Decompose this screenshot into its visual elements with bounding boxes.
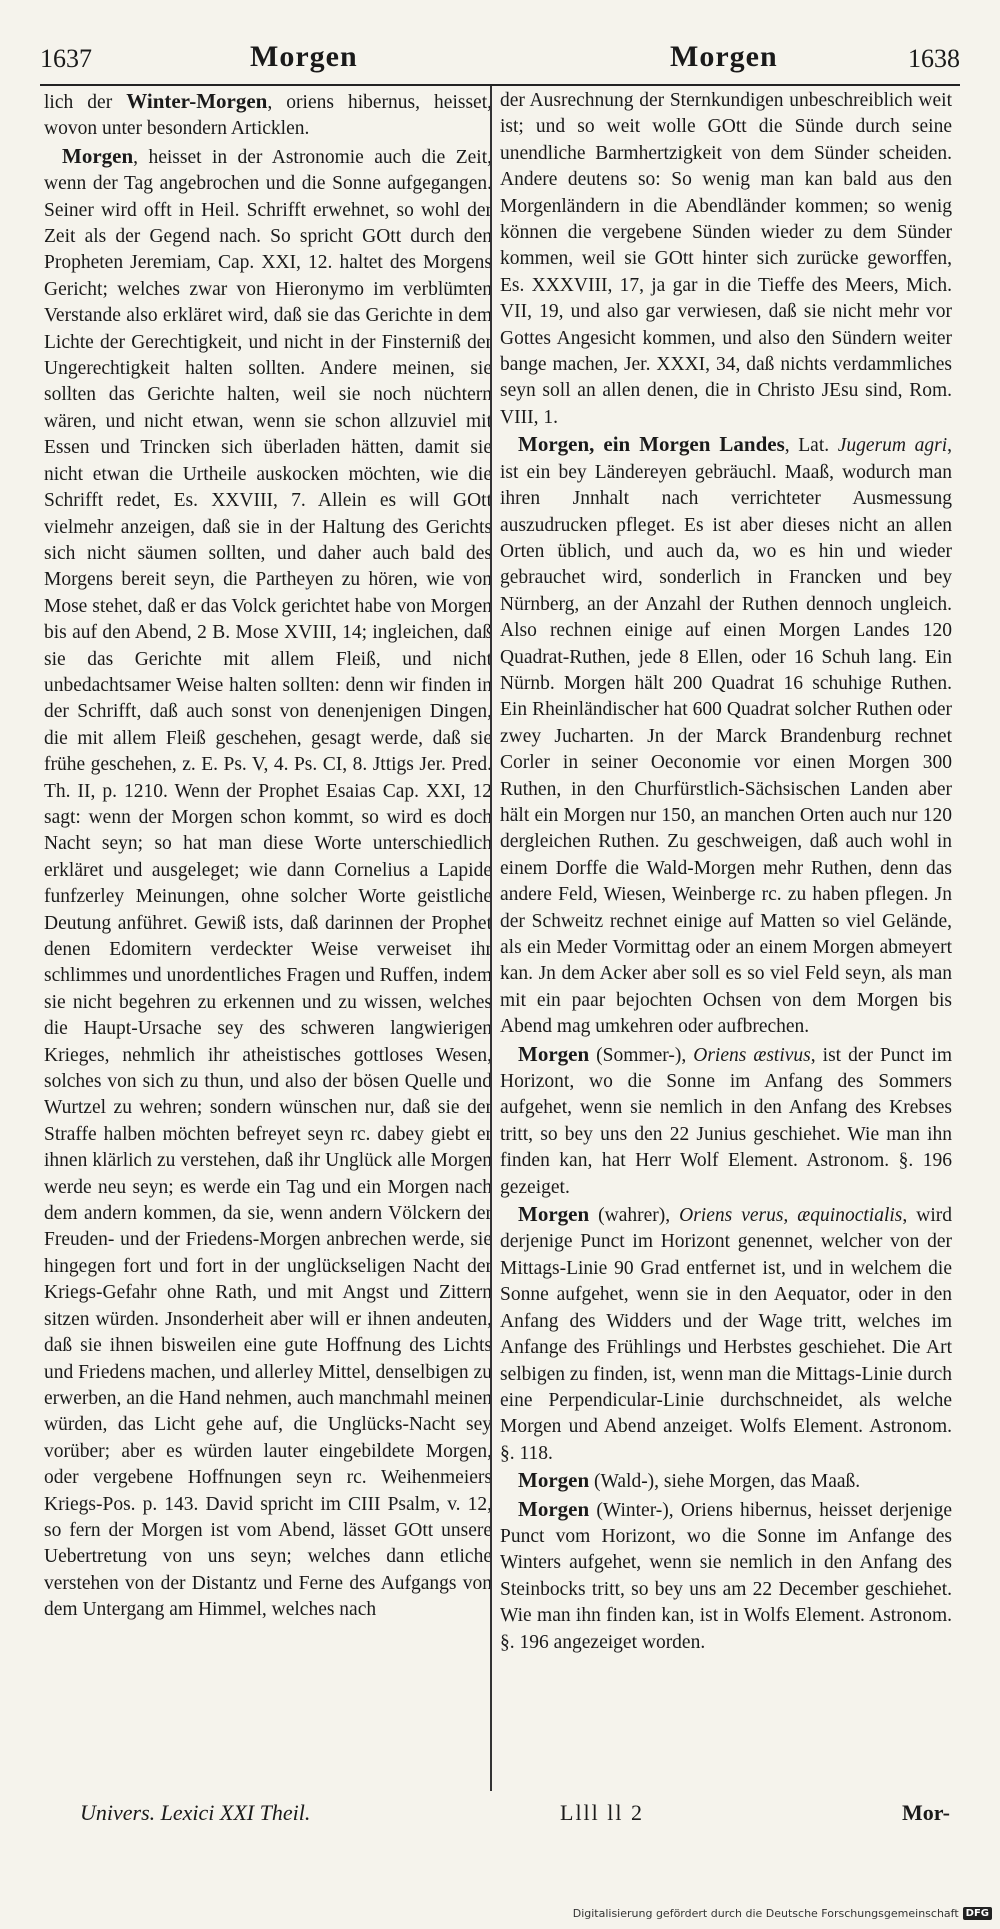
text-run: der Ausrechnung der Sternkundigen unbeschreiblich weit ist; und so weit wolle GOtt die Sünde durch seine unendliche Barmhertzigkeit von dem Sünder scheiden. Andere deutens so: So wenig man kan bald aus den Morgenländern in die Abendländer kommen; so wenig können die vergebene Sünden wieder zu dem Sünder kommen, weil sie GOtt hinter sich zurücke geworffen, Es. XXXVIII, 17, ja gar in die Tieffe des Meers, Mich. VII, 19, und also gar verwiesen, daß sie nicht mehr vor Gottes Angesicht kommen, und also den Sündern weiter bange machen, Jer. XXXI, 34, daß nichts verdammliches seyn soll an allen denen, die in Christo JEsu sind, Rom. VIII, 1.	[500, 90, 952, 428]
paragraph	[500, 431, 952, 1040]
paragraph	[44, 88, 492, 143]
text-run: Oriens verus, æquinoctialis	[679, 1205, 903, 1227]
running-headword-left: Morgen	[250, 40, 358, 73]
text-run: , wird derjenige Punct im Horizont genennet, welcher von der Mittags-Linie 90 Grad entfernet ist, und in welchem die Sonne aufgehet, wenn sie in den Aequator, oder in den Anfang des Widders und der Wage tritt, welches im Anfange des Frühlings und Herbstes geschiehet. Die Art selbigen zu finden, ist, wenn man die Mittags-Linie durch eine Perpendicular-Linie durchschneidet, als welche Morgen und Abend anzeiget. Wolfs Element. Astronom. §. 118.	[500, 1205, 952, 1464]
entry-headword: Morgen	[518, 1468, 590, 1493]
text-run: lich der	[44, 92, 127, 113]
text-run: (wahrer),	[589, 1205, 680, 1227]
page-header	[40, 40, 960, 80]
text-run: Jugerum agri	[837, 435, 948, 457]
entry-headword: Morgen	[518, 1041, 590, 1066]
entry-headword: Winter-Morgen	[126, 89, 268, 113]
paragraph	[500, 1467, 952, 1495]
digitization-credit	[573, 1902, 992, 1924]
text-run: , ist der Punct im Horizont, wo die Sonne im Anfang des Sommers aufgehet, wenn sie nemlich in den Anfang des Krebses tritt, so bey uns den 22 Junius geschiehet. Wie man ihn finden kan, hat Herr Wolf Element. Astronom. §. 196 gezeiget.	[500, 1044, 953, 1198]
signature-title: Univers. Lexici XXI Theil.	[80, 1800, 311, 1825]
paragraph	[500, 1496, 952, 1656]
text-run: (Winter-), Oriens hibernus, heisset derjenige Punct vom Horizont, wo die Sonne im Anfange des Winters aufgehet, wenn sie nemlich in den Anfang des Steinbocks tritt, so bey uns am 22 December geschiehet. Wie man ihn finden kan, ist in Wolfs Element. Astronom. §. 196 angezeiget worden.	[500, 1499, 952, 1653]
right-column	[500, 88, 952, 1656]
catchword: Mor-	[901, 1800, 950, 1825]
page-number-left: 1637	[40, 44, 92, 73]
running-headword-right: Morgen	[670, 40, 778, 73]
text-run: , ist ein bey Ländereyen gebräuchl. Maaß, wodurch man ihren Jnnhalt nach verrichteter Ausmessung auszudrucken pfleget. Es ist aber dieses nicht an allen Orten üblich, und auch da, wo es hin und wieder gebrauchet wird, sonderlich in Francken und bey Nürnberg, an der Anzahl der Ruthen dennoch ungleich. Also rechnen einige auf einen Morgen Landes 120 Quadrat-Ruthen, jede 8 Ellen, oder 16 Schuh lang. Ein Nürnb. Morgen hält 200 Quadrat 16 schuhige Ruthen. Ein Rheinländischer hat 600 Quadrat solcher Ruthen oder zwey Jucharten. Jn der Marck Brandenburg rechnet Corler in seiner Oeconomie vor einen Morgen 300 Ruthen, in den Churfürstlich-Sächsischen Landen aber hält ein Morgen nur 150, an manchen Orten auch nur 120 dergleichen Ruthen. Zu geschweigen, daß auch wohl in einem Dorffe die Wald-Morgen mehr Ruthen, denn das andere Feld, Wiesen, Weinberge rc. zu haben pflegen. Jn der Schweitz rechnet einige auf Matten so viel Gelände, als ein Meder Vormittag oder an einem Morgen abmeyert kan. Jn dem Acker aber soll es so viel Feld seyn, als man mit ein paar bejochten Ochsen von dem Morgen bis Abend mag umkehren oder aufbrechen.	[500, 435, 952, 1038]
text-run: , heisset in der Astronomie auch die Zeit, wenn der Tag angebrochen und die Sonne aufgegangen. Seiner wird offt in Heil. Schrifft erwehnet, so wohl der Zeit als der Gegend nach. So spricht GOtt durch den Propheten Jeremiam, Cap. XXI, 12. haltet des Morgens Gericht; welches zwar von Hieronymo im verblümten Verstande also erkläret wird, daß sie das Gerichte in dem Lichte der Gerechtigkeit, und nicht in der Finsterniß der Ungerechtigkeit halten sollten. Andere meinen, sie sollten das Gerichte halten, weil sie noch nüchtern wären, und nicht etwan, wenn sie schon allzuviel mit Essen und Trincken sich überladen hätten, damit sie nicht etwan die Urtheile auskocken möchten, wie die Schrifft redet, Es. XXVIII, 7. Allein es will GOtt vielmehr anzeigen, daß sie in der Haltung des Gerichts sich nicht säumen sollten, und daher auch bald des Morgens bereit seyn, die Partheyen zu hören, wie von Mose stehet, daß er das Volck gerichtet habe von Morgen bis auf den Abend, 2 B. Mose XVIII, 14; ingleichen, daß sie das Gerichte mit allem Fleiß, und nicht unbedachtsamer Weise halten sollten: denn wir finden in der Schrifft, daß auch sonst von denenjenigen Dingen, die mit allem Fleiß geschehen, gesagt werde, daß sie frühe geschehen, z. E. Ps. V, 4. Ps. CI, 8. Jttigs Jer. Pred. Th. II, p. 1210. Wenn der Prophet Esaias Cap. XXI, 12 sagt: wenn der Morgen schon kommt, so wird es doch Nacht seyn; so hat man diese Worte unterschiedlich erkläret und ausgeleget; wie dann Cornelius a Lapide funfzerley Meinungen, ohne solcher Worte geistliche Deutung anführet. Gewiß ists, daß darinnen der Prophet denen Edomitern verdeckter Weise verweiset ihr schlimmes und unordentliches Fragen und Ruffen, indem sie nicht begehren zu erkennen und zu wissen, welches die Haupt-Ursache sey des schweren langwierigen Krieges, nehmlich ihr atheistisches gottloses Wesen, solches von sich zu thun, und also der bösen Quelle und Wurtzel zu wehren; sondern wünschen nur, daß sie der Straffe halben möchten befreyet seyn rc. dabey giebt er ihnen klärlich zu verstehen, daß ihr Unglück alle Morgen werde neu seyn; es werde ein Tag und ein Morgen nach dem andern kommen, da sie, wenn andern Völckern der Freuden- und der Friedens-Morgen anbrechen werde, sie hingegen fort und fort in der unglückseligen Nacht der Kriegs-Gefahr ohne Rath, und mit Angst und Zittern sitzen würden. Jnsonderheit aber will er ihnen andeuten, daß sie ihnen bisweilen eine gute Hoffnung des Lichts und Friedens machen, und allerley Mittel, denselbigen zu erwerben, an die Hand nehmen, auch manchmahl meinen würden, das Licht gehe auf, die Unglücks-Nacht sey vorüber; aber es würden lauter eingebildete Morgen, oder vergebene Hoffnungen seyn rc. Weihenmeiers Kriegs-Pos. p. 143. David spricht im CIII Psalm, v. 12, so fern der Morgen ist vom Abend, lässet GOtt unsere Uebertretung von uns seyn; welches dann etliche verstehen von der Distantz und Ferne des Aufgangs von dem Untergang am Himmel, welches nach	[44, 146, 492, 1621]
left-column	[44, 88, 492, 1624]
credit-text: Digitalisierung gefördert durch die Deutsche Forschungsgemeinschaft	[572, 1906, 959, 1920]
text-run: (Sommer-),	[589, 1044, 694, 1066]
entry-headword: Morgen, ein Morgen Landes	[518, 432, 785, 457]
text-run: Oriens æstivus	[693, 1044, 811, 1066]
dfg-logo: DFG	[963, 1907, 992, 1920]
text-run: (Wald-), siehe Morgen, das Maaß.	[589, 1471, 861, 1493]
text-run: , oriens hibernus, heisset, wovon unter besondern Articklen.	[44, 92, 492, 140]
paragraph	[44, 143, 492, 1624]
entry-headword: Morgen	[518, 1202, 590, 1227]
page-footer	[40, 1800, 960, 1840]
text-run: , Lat.	[784, 435, 838, 457]
signature-mark: Llll ll 2	[560, 1800, 644, 1825]
column-divider	[490, 86, 492, 1791]
paragraph	[500, 1201, 952, 1467]
entry-headword: Morgen	[518, 1496, 590, 1521]
entry-headword: Morgen	[62, 143, 134, 168]
paragraph	[500, 1041, 952, 1201]
header-rule	[40, 84, 960, 86]
paragraph	[500, 88, 952, 431]
page-number-right: 1638	[908, 44, 960, 73]
